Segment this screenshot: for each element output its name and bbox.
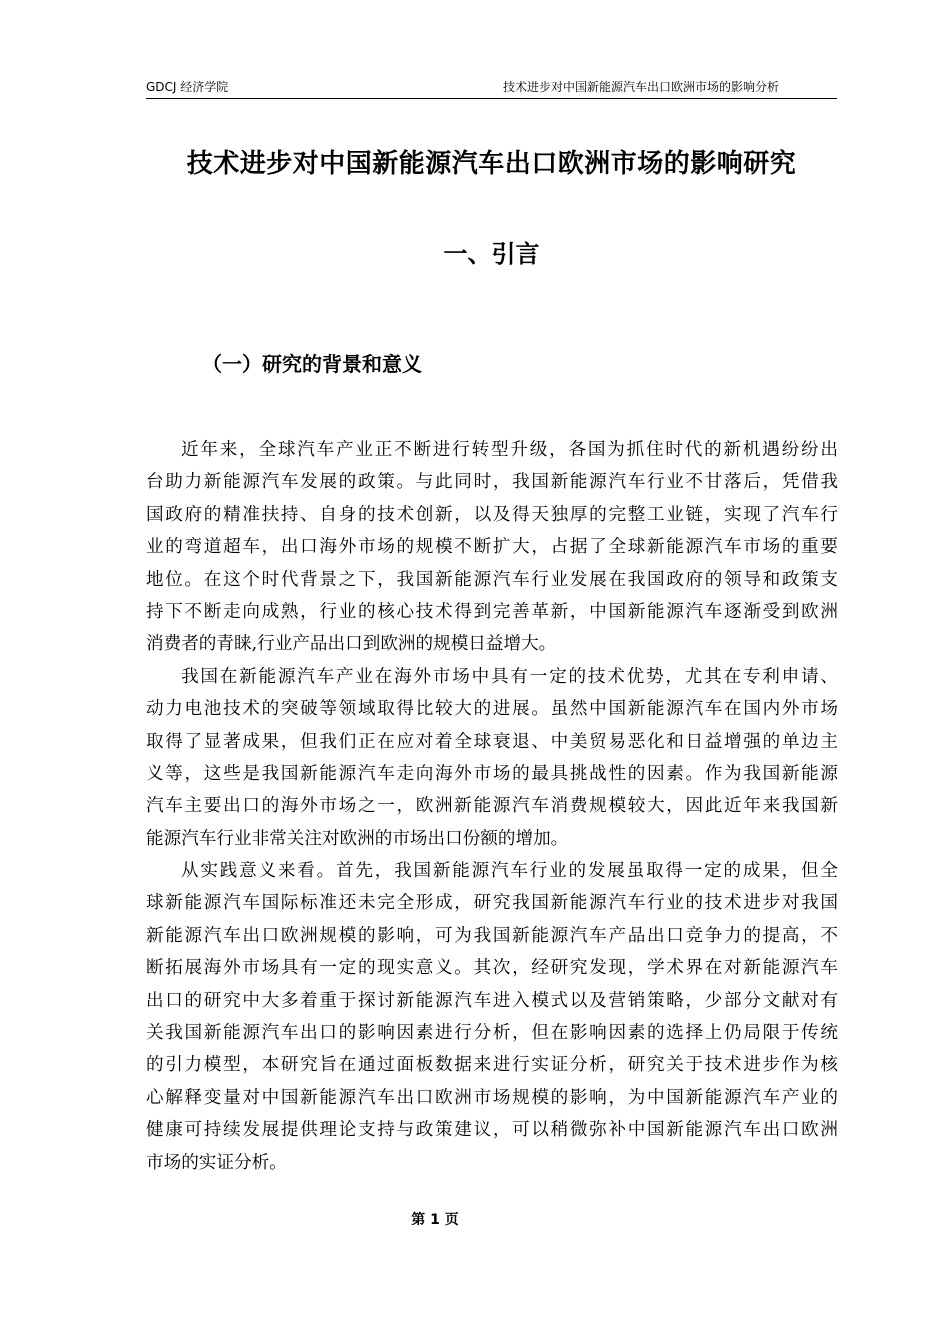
paragraph-line: 断拓展海外市场具有一定的现实意义。其次，经研究发现，学术界在对新能源汽车 bbox=[146, 958, 838, 979]
paragraph-line: 持下不断走向成熟，行业的核心技术得到完善革新，中国新能源汽车逐渐受到欧洲 bbox=[146, 601, 838, 622]
page-number: 第 1 页 bbox=[411, 1212, 459, 1228]
paragraph-line: 国政府的精准扶持、自身的技术创新，以及得天独厚的完整工业链，实现了汽车行 bbox=[146, 504, 838, 525]
paragraph-line: 取得了显著成果，但我们正在应对着全球衰退、中美贸易恶化和日益增强的单边主 bbox=[146, 731, 838, 752]
paragraph-line: 业的弯道超车，出口海外市场的规模不断扩大，占据了全球新能源汽车市场的重要 bbox=[146, 537, 838, 558]
paragraph-line: 的引力模型，本研究旨在通过面板数据来进行实证分析，研究关于技术进步作为核 bbox=[146, 1055, 838, 1076]
paragraph-line: 球新能源汽车国际标准还未完全形成，研究我国新能源汽车行业的技术进步对我国 bbox=[146, 893, 838, 914]
subsection-heading: （一）研究的背景和意义 bbox=[202, 352, 422, 376]
paragraph-line: 近年来，全球汽车产业正不断进行转型升级，各国为抓住时代的新机遇纷纷出 bbox=[181, 440, 838, 460]
paragraph-line: 能源汽车行业非常关注对欧洲的市场出口份额的增加。 bbox=[146, 828, 569, 849]
paragraph-line: 台助力新能源汽车发展的政策。与此同时，我国新能源汽车行业不甘落后，凭借我 bbox=[146, 472, 838, 493]
paragraph-line: 动力电池技术的突破等领域取得比较大的进展。虽然中国新能源汽车在国内外市场 bbox=[146, 699, 838, 720]
paper-title: 技术进步对中国新能源汽车出口欧洲市场的影响研究 bbox=[186, 149, 797, 179]
body-text bbox=[146, 434, 838, 1179]
paragraph-line: 从实践意义来看。首先，我国新能源汽车行业的发展虽取得一定的成果，但全 bbox=[181, 861, 838, 882]
paragraph-line: 我国在新能源汽车产业在海外市场中具有一定的技术优势，尤其在专利申请、 bbox=[181, 666, 838, 687]
header-institution: GDCJ 经济学院 bbox=[146, 80, 229, 94]
paragraph-line: 心解释变量对中国新能源汽车出口欧洲市场规模的影响，为中国新能源汽车产业的 bbox=[146, 1087, 838, 1108]
paragraph-line: 出口的研究中大多着重于探讨新能源汽车进入模式以及营销策略，少部分文献对有 bbox=[146, 990, 838, 1011]
paragraph-line: 义等，这些是我国新能源汽车走向海外市场的最具挑战性的因素。作为我国新能源 bbox=[146, 763, 838, 784]
section-heading: 一、引言 bbox=[443, 240, 540, 268]
paragraph-line: 消费者的青睐,行业产品出口到欧洲的规模日益增大。 bbox=[146, 634, 557, 655]
paragraph-line: 汽车主要出口的海外市场之一，欧洲新能源汽车消费规模较大，因此近年来我国新 bbox=[146, 796, 838, 817]
paragraph-line: 地位。在这个时代背景之下，我国新能源汽车行业发展在我国政府的领导和政策支 bbox=[146, 569, 838, 590]
paragraph-line: 市场的实证分析。 bbox=[146, 1152, 287, 1173]
running-header bbox=[146, 78, 837, 99]
paragraph-line: 关我国新能源汽车出口的影响因素进行分析，但在影响因素的选择上仍局限于传统 bbox=[146, 1023, 838, 1044]
header-short-title: 技术进步对中国新能源汽车出口欧洲市场的影响分析 bbox=[502, 80, 779, 94]
paragraph-line: 新能源汽车出口欧洲规模的影响，可为我国新能源汽车产品出口竞争力的提高，不 bbox=[146, 925, 838, 946]
paragraph-line: 健康可持续发展提供理论支持与政策建议，可以稍微弥补中国新能源汽车出口欧洲 bbox=[146, 1120, 838, 1141]
